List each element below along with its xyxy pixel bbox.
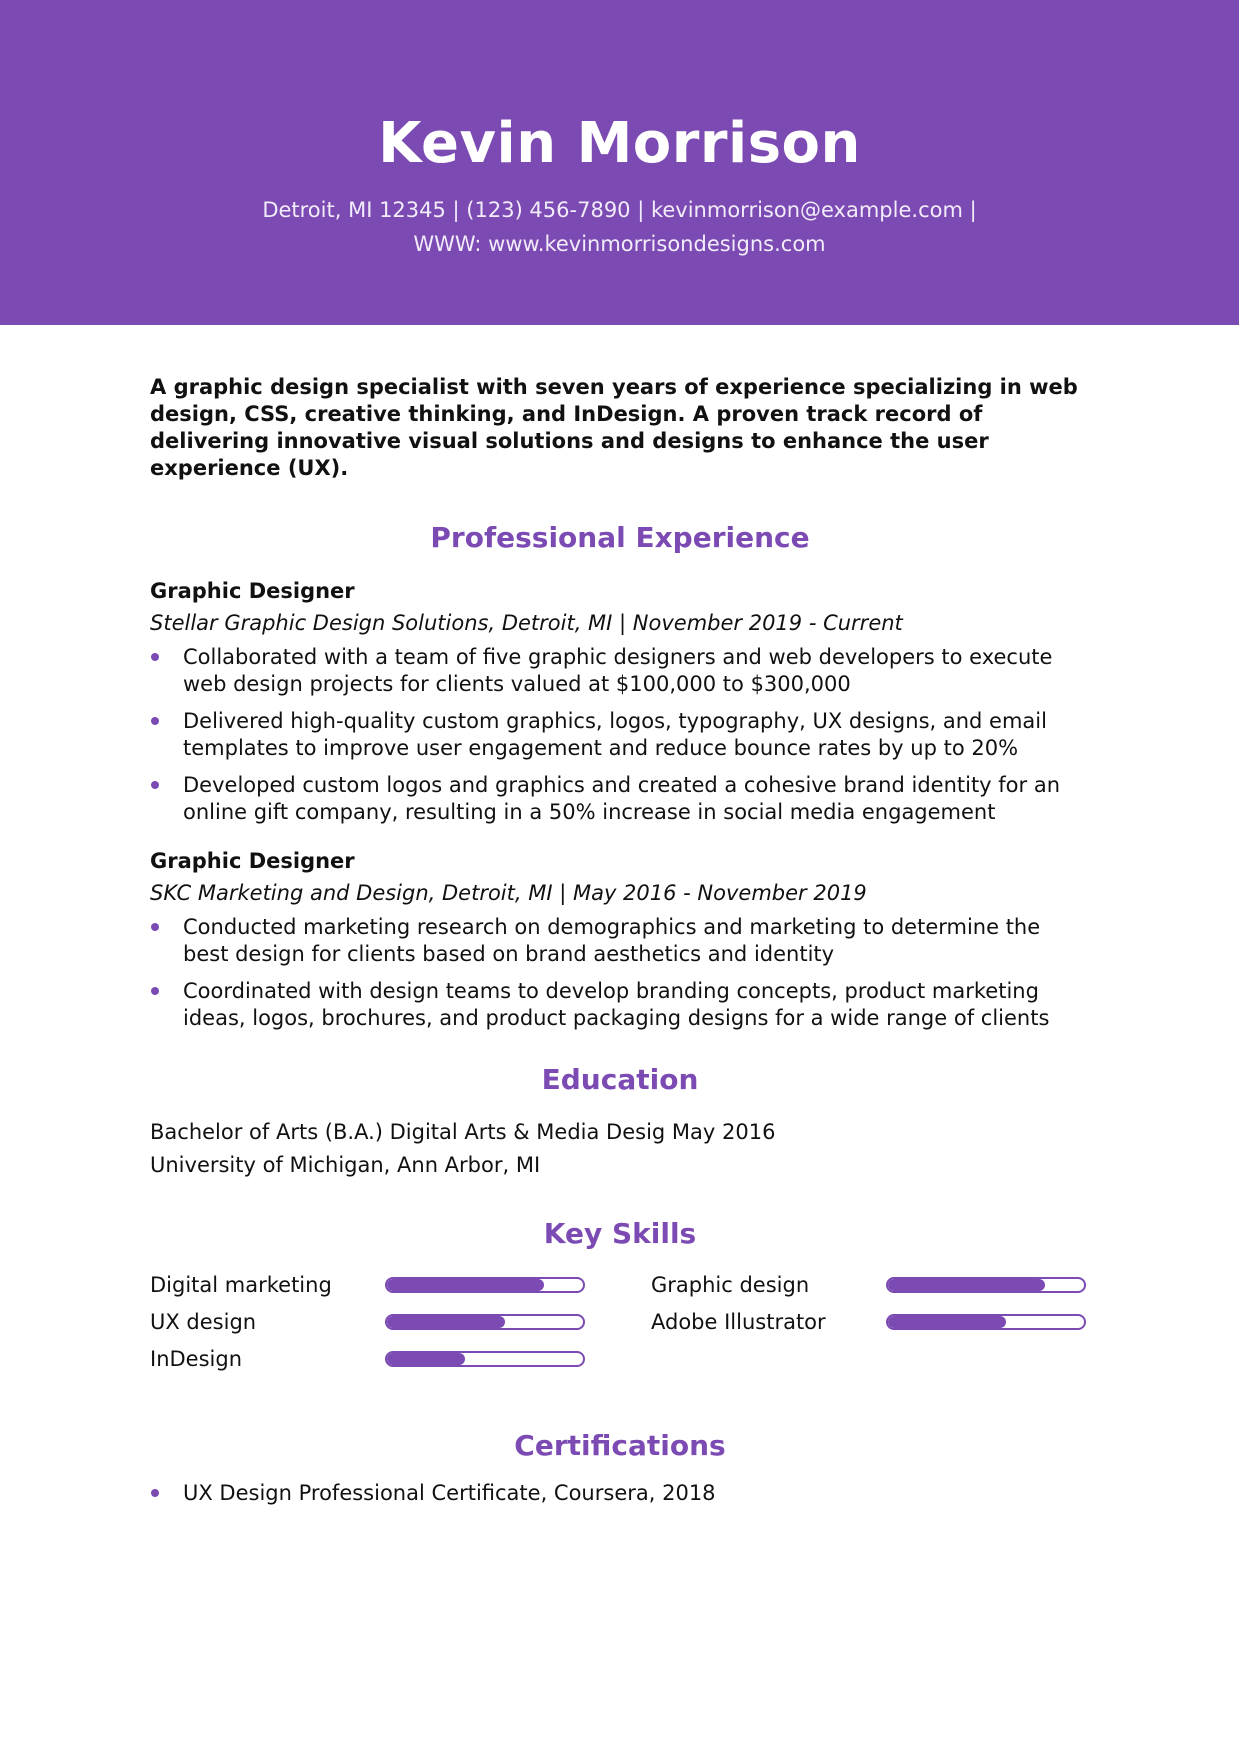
- list-item: [150, 708, 1090, 762]
- skill-level-fill: [387, 1316, 505, 1328]
- list-item: [150, 914, 1090, 968]
- skill-level-fill: [387, 1353, 465, 1365]
- job-entry: [150, 846, 1090, 1032]
- skill-label: UX design: [150, 1310, 257, 1334]
- bullet-dot-icon: [151, 923, 159, 931]
- job-title: Graphic Designer: [150, 849, 355, 873]
- degree-line: Bachelor of Arts (B.A.) Digital Arts & Media Desig May 2016: [150, 1120, 776, 1144]
- job-title: Graphic Designer: [150, 579, 355, 603]
- skill-label: InDesign: [150, 1347, 243, 1371]
- certifications-list: [150, 1480, 1090, 1507]
- skill-item: [651, 1307, 1121, 1337]
- job-bullets: [150, 914, 1090, 1032]
- skill-item: [150, 1344, 620, 1374]
- list-item: [150, 772, 1090, 826]
- job-entry: [150, 576, 1090, 826]
- school-line: University of Michigan, Ann Arbor, MI: [150, 1153, 541, 1177]
- skill-level-fill: [387, 1279, 544, 1291]
- section-title-certifications: Certifications: [514, 1429, 726, 1462]
- bullet-text: Developed custom logos and graphics and created a cohesive brand identity for an online gift company, resulting in a 50% increase in social media engagement: [183, 773, 1061, 824]
- education-entry: [150, 1116, 1090, 1182]
- bullet-text: Delivered high-quality custom graphics, logos, typography, UX designs, and email templates to improve user engagement and reduce bounce rates by up to 20%: [183, 709, 1047, 760]
- skill-level-fill: [888, 1316, 1006, 1328]
- skill-item: [651, 1270, 1121, 1300]
- skill-level-bar: [886, 1314, 1086, 1330]
- bullet-dot-icon: [151, 987, 159, 995]
- header-banner: [0, 0, 1239, 325]
- skill-level-bar: [385, 1314, 585, 1330]
- skill-level-bar: [385, 1277, 585, 1293]
- bullet-text: Collaborated with a team of five graphic designers and web developers to execute web design projects for clients valued at $100,000 to $300,000: [183, 645, 1053, 696]
- list-item: [150, 1480, 1090, 1507]
- section-title-experience: Professional Experience: [430, 521, 810, 554]
- list-item: [150, 644, 1090, 698]
- job-company-dates: SKC Marketing and Design, Detroit, MI | May 2016 - November 2019: [150, 881, 867, 905]
- summary-text: A graphic design specialist with seven years of experience specializing in web design, CSS, creative thinking, and InDesign. A proven track record of delivering innovative visual solutions and designs to enhance the user experience (UX).: [150, 375, 1078, 480]
- skill-label: Adobe Illustrator: [651, 1310, 826, 1334]
- bullet-dot-icon: [151, 781, 159, 789]
- skill-level-fill: [888, 1279, 1045, 1291]
- skill-level-bar: [886, 1277, 1086, 1293]
- section-title-skills: Key Skills: [543, 1217, 697, 1250]
- candidate-name: Kevin Morrison: [378, 111, 861, 176]
- resume-body: [150, 374, 1090, 1517]
- bullet-dot-icon: [151, 653, 159, 661]
- job-company-dates: Stellar Graphic Design Solutions, Detroit, MI | November 2019 - Current: [150, 611, 903, 635]
- certification-text: UX Design Professional Certificate, Coursera, 2018: [183, 1481, 716, 1505]
- skill-label: Digital marketing: [150, 1273, 332, 1297]
- job-bullets: [150, 644, 1090, 826]
- contact-line-1: Detroit, MI 12345 | (123) 456-7890 | kevinmorrison@example.com |: [262, 198, 977, 222]
- list-item: [150, 978, 1090, 1032]
- skill-label: Graphic design: [651, 1273, 810, 1297]
- skill-item: [150, 1307, 620, 1337]
- contact-info: [0, 193, 1239, 261]
- contact-line-2: WWW: www.kevinmorrisondesigns.com: [413, 232, 826, 256]
- section-title-education: Education: [541, 1063, 699, 1096]
- skill-level-bar: [385, 1351, 585, 1367]
- bullet-text: Conducted marketing research on demographics and marketing to determine the best design for clients based on brand aesthetics and identity: [183, 915, 1041, 966]
- skill-item: [150, 1270, 620, 1300]
- bullet-dot-icon: [151, 1489, 159, 1497]
- bullet-dot-icon: [151, 717, 159, 725]
- bullet-text: Coordinated with design teams to develop branding concepts, product marketing ideas, logos, brochures, and product packaging designs for a wide range of clients: [183, 979, 1050, 1030]
- skills-grid: [150, 1270, 1090, 1390]
